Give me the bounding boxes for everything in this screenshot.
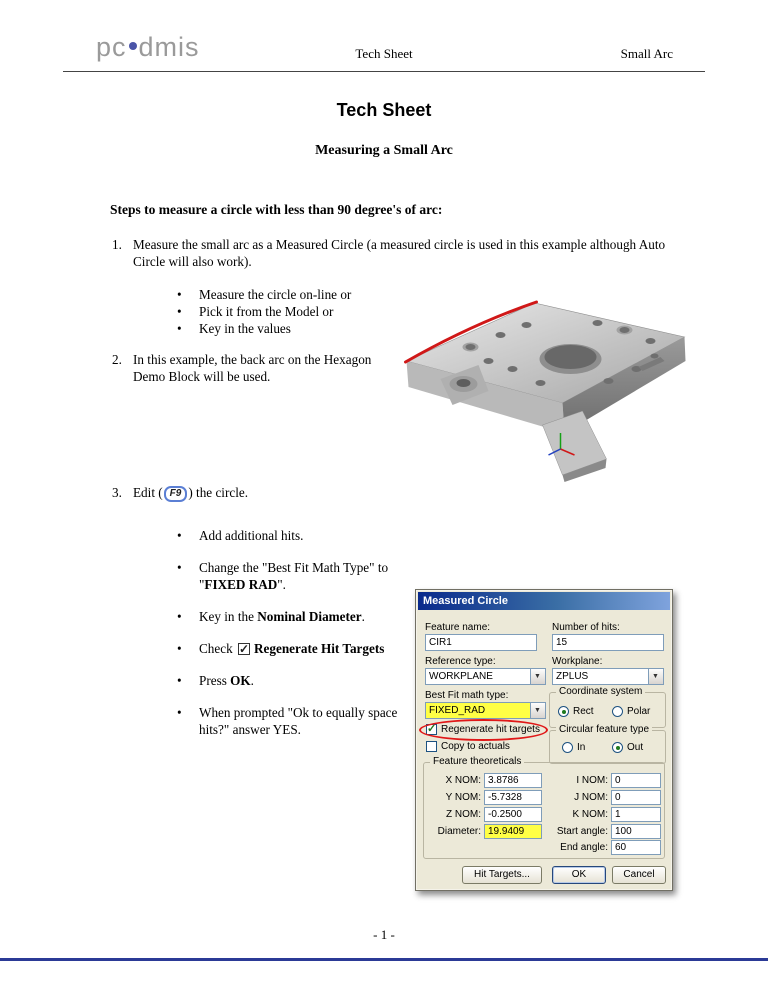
step-3-number: 3. <box>112 485 122 500</box>
checked-checkbox-icon <box>238 643 250 655</box>
chevron-down-icon[interactable] <box>530 703 545 718</box>
start-angle-label: Start angle: <box>556 826 608 837</box>
list-item <box>177 286 351 303</box>
ok-button[interactable]: OK <box>552 866 606 884</box>
step-3-text <box>133 484 248 502</box>
theo-row <box>429 824 661 839</box>
logo-pc: pc <box>96 32 127 62</box>
demo-block-image <box>390 283 695 483</box>
annotation-oval <box>419 719 548 741</box>
chevron-down-icon[interactable] <box>530 669 545 684</box>
x-nom-input[interactable]: 3.8786 <box>484 773 542 788</box>
list-item <box>177 640 417 657</box>
end-angle-input[interactable]: 60 <box>611 840 661 855</box>
circular-feature-type-group <box>549 724 666 764</box>
feature-theoreticals-group-label: Feature theoreticals <box>430 756 524 767</box>
bullet-icon <box>177 640 199 657</box>
header-rule <box>63 71 705 72</box>
step-3-text-pre: Edit ( <box>133 485 163 500</box>
diameter-label: Diameter: <box>437 826 481 837</box>
cancel-button[interactable]: Cancel <box>612 866 666 884</box>
step-1 <box>112 236 668 270</box>
k-nom-input[interactable]: 1 <box>611 807 661 822</box>
step-1-text: Measure the small arc as a Measured Circle (a measured circle is used in this example although Auto Circle will also work). <box>133 237 666 269</box>
theo-row <box>429 807 661 822</box>
x-nom-label: X NOM: <box>445 775 481 786</box>
diameter-input[interactable]: 19.9409 <box>484 824 542 839</box>
bullet-text: Change the "Best Fit Math Type" to " <box>199 560 389 592</box>
chevron-down-icon[interactable] <box>648 669 663 684</box>
bullet-icon <box>177 704 199 738</box>
logo-dmis: dmis <box>138 32 200 62</box>
bullet-text-post: ". <box>277 577 286 592</box>
theo-row <box>429 840 661 855</box>
workplane-value: ZPLUS <box>556 671 589 682</box>
bestfit-math-type-value: FIXED_RAD <box>429 705 486 716</box>
section-heading: Steps to measure a circle with less than 90 degree's of arc: <box>110 202 443 217</box>
coordinate-system-group-label: Coordinate system <box>556 686 645 697</box>
bullet-text-post: . <box>250 673 254 688</box>
bullet-text-bold: Regenerate Hit Targets <box>254 641 385 656</box>
step-3-text-post: ) the circle. <box>188 485 249 500</box>
list-item <box>177 303 351 320</box>
copy-to-actuals-label: Copy to actuals <box>441 741 510 752</box>
y-nom-label: Y NOM: <box>445 792 481 803</box>
end-angle-label: End angle: <box>560 842 608 853</box>
hit-targets-button[interactable]: Hit Targets... <box>462 866 542 884</box>
rect-radio-label: Rect <box>573 706 594 717</box>
workplane-dropdown[interactable] <box>552 668 664 685</box>
k-nom-label: K NOM: <box>572 809 608 820</box>
feature-name-input[interactable]: CIR1 <box>425 634 537 651</box>
list-item <box>177 608 417 625</box>
feature-theoreticals-group <box>423 756 665 859</box>
step-2-number: 2. <box>112 352 122 367</box>
bullet-text-bold: Nominal Diameter <box>257 609 362 624</box>
in-radio[interactable] <box>562 742 573 753</box>
bullet-text: Press <box>199 673 231 688</box>
i-nom-label: I NOM: <box>576 775 608 786</box>
in-radio-label: In <box>577 742 586 753</box>
bullet-text: When prompted "Ok to equally space hits?" answer YES. <box>199 705 398 737</box>
number-of-hits-label: Number of hits: <box>552 622 620 633</box>
rect-radio[interactable] <box>558 706 569 717</box>
list-item <box>177 527 417 544</box>
bullet-icon <box>177 608 199 625</box>
header-doc-type: Tech Sheet <box>355 46 413 61</box>
list-item <box>177 559 417 593</box>
page-number: - 1 - <box>373 927 395 942</box>
measured-circle-dialog <box>415 589 673 891</box>
theo-row <box>429 790 661 805</box>
z-nom-label: Z NOM: <box>446 809 481 820</box>
list-item-text: • Key in the values <box>199 321 291 336</box>
out-radio[interactable] <box>612 742 623 753</box>
regenerate-hit-targets-label: Regenerate hit targets <box>441 724 540 735</box>
list-item <box>177 320 351 337</box>
polar-radio-label: Polar <box>627 706 651 717</box>
f9-key-icon <box>164 486 188 502</box>
step-2 <box>112 351 390 385</box>
step-3 <box>112 484 512 502</box>
bullet-text: Key in the <box>199 609 258 624</box>
bullet-text: Add additional hits. <box>199 528 304 543</box>
f9-key-label: F9 <box>169 488 182 499</box>
list-item-text: • Measure the circle on-line or <box>199 287 352 302</box>
i-nom-input[interactable]: 0 <box>611 773 661 788</box>
step-3-bullets <box>177 527 417 753</box>
step-1-number: 1. <box>112 237 122 252</box>
reference-type-label: Reference type: <box>425 656 496 667</box>
list-item <box>177 672 417 689</box>
start-angle-input[interactable]: 100 <box>611 824 661 839</box>
footer-bar <box>0 958 768 961</box>
bullet-icon <box>177 559 199 593</box>
header-doc-subject: Small Arc <box>620 46 673 61</box>
step-2-text: In this example, the back arc on the Hexagon Demo Block will be used. <box>133 352 372 384</box>
bullet-text-bold: FIXED RAD <box>204 577 278 592</box>
j-nom-label: J NOM: <box>574 792 608 803</box>
reference-type-value: WORKPLANE <box>429 671 493 682</box>
bullet-icon <box>177 527 199 544</box>
bestfit-math-type-dropdown[interactable] <box>425 702 546 719</box>
page-title: Tech Sheet <box>336 100 432 120</box>
list-item-text: • Pick it from the Model or <box>199 304 334 319</box>
z-nom-input[interactable]: -0.2500 <box>484 807 542 822</box>
theo-row <box>429 773 661 788</box>
y-nom-input[interactable]: -5.7328 <box>484 790 542 805</box>
bullet-text: Check <box>199 641 236 656</box>
bullet-icon <box>177 672 199 689</box>
coordinate-system-group <box>549 686 666 728</box>
step-1-bullets <box>177 286 351 337</box>
reference-type-dropdown[interactable] <box>425 668 546 685</box>
workplane-label: Workplane: <box>552 656 603 667</box>
dialog-title-bar[interactable]: Measured Circle <box>418 592 670 610</box>
circular-feature-type-group-label: Circular feature type <box>556 724 652 735</box>
bestfit-math-type-label: Best Fit math type: <box>425 690 509 701</box>
number-of-hits-input[interactable]: 15 <box>552 634 664 651</box>
bullet-text-bold: OK <box>230 673 251 688</box>
feature-name-label: Feature name: <box>425 622 491 633</box>
list-item <box>177 704 417 738</box>
page-subtitle: Measuring a Small Arc <box>315 143 453 158</box>
j-nom-input[interactable]: 0 <box>611 790 661 805</box>
copy-to-actuals-checkbox[interactable] <box>426 741 437 752</box>
bullet-text-post: . <box>361 609 365 624</box>
polar-radio[interactable] <box>612 706 623 717</box>
out-radio-label: Out <box>627 742 644 753</box>
